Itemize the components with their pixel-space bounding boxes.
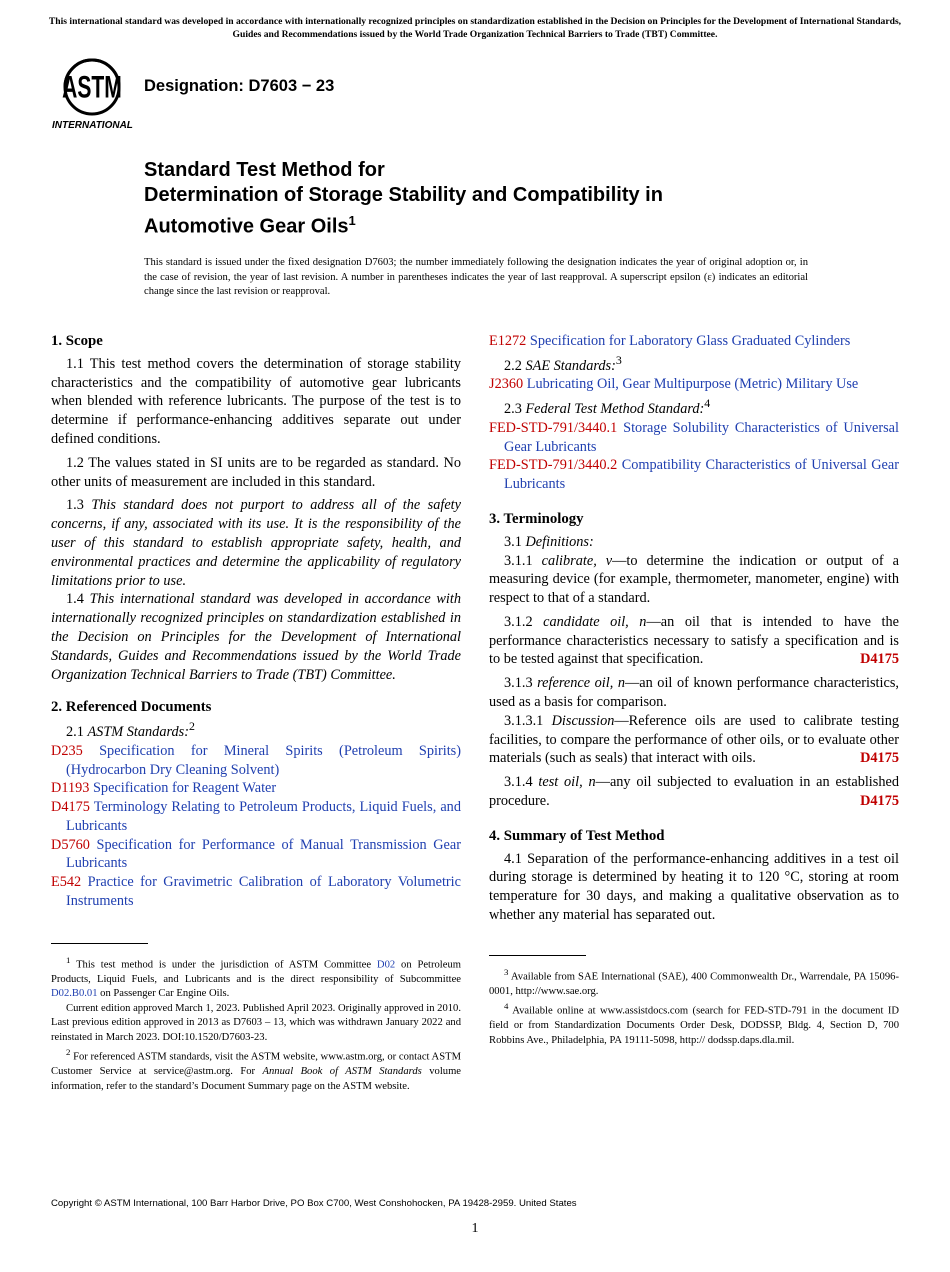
title-line-2: Determination of Storage Stability and Compatibility in [144,184,663,206]
term-calibrate-text: —to determine the indication or output of a measuring device (for example, thermometer, manometer, engine) with respect to that of a standard. [489,552,899,607]
footnotes-right [489,965,899,1049]
footnote-1-text-a: This test method is under the jurisdiction of ASTM Committee [76,959,372,971]
term-test-oil-source-link[interactable]: D4175 [860,793,899,810]
term-candidate-oil [489,613,899,669]
discussion-label: Discussion [551,712,615,729]
para-1-3-text: This standard does not purport to address all of the safety concerns, if any, associated with its use. It is the responsibility of the user of this standard to establish appropriate safety, health, and environmental practices and determine the applicability of regulatory limitations prior to use. [51,497,461,589]
reference-title-link[interactable]: Compatibility Characteristics of Universal Gear Lubricants [504,457,899,493]
discussion-source-link[interactable]: D4175 [860,750,899,767]
sae-standards-title: SAE Standards: [525,357,616,374]
definitions-number: 3.1 [504,533,522,550]
reference-item [51,873,461,911]
astm-reference-list-continued [489,332,899,351]
footnote-3-text: Available from SAE International (SAE), 400 Commonwealth Dr., Warrendale, PA 15096-0001, http://www.sae.org. [489,971,899,997]
reference-title-link[interactable]: Storage Solubility Characteristics of Universal Gear Lubricants [504,419,899,455]
reference-item [51,836,461,874]
para-1-2: 1.2 The values stated in SI units are to be regarded as standard. No other units of measurement are included in this standard. [51,454,461,490]
federal-standard-footnote-mark: 4 [704,396,711,411]
para-1-4-text: This international standard was developed in accordance with internationally recognized principles on standardization established in the Decision on Principles for the Development of International Standards, Guides and Recommendations issued by the World Trade Organization Technical Barriers to Trade (TBT) Committee. [51,591,462,683]
term-reference-oil-text: —an oil of known performance characteristics, used as a basis for comparison. [489,675,899,711]
term-candidate-oil-source-link[interactable]: D4175 [860,651,899,668]
reference-code-link[interactable]: D5760 [51,836,90,853]
logo-letters: ASTM [62,69,122,105]
right-column [489,332,899,1048]
federal-standard-number: 2.3 [504,400,522,417]
footnote-4 [489,999,899,1048]
footnote-2-italic: Annual Book of ASTM Standards [262,1066,422,1078]
term-reference-oil-name: reference oil, n [537,675,625,692]
document-title [144,158,844,240]
para-1-4-number: 1.4 [66,591,84,608]
reference-code-link[interactable]: FED-STD-791/3440.1 [489,419,618,436]
issuance-note: This standard is issued under the fixed designation D7603; the number immediately following the designation indicates the year of original adoption or, in the case of revision, the year of last revision. A number in parentheses indicates the year of last reapproval. A superscript epsilon (ε) indicates an editorial change since the last revision or reapproval. [144,257,808,297]
reference-title-link[interactable]: Specification for Mineral Spirits (Petroleum Spirits) (Hydrocarbon Dry Cleaning Solvent) [66,742,462,778]
reference-code-link[interactable]: D1193 [51,780,90,797]
para-1-4 [51,590,461,684]
reference-code-link[interactable]: D4175 [51,799,90,816]
footnote-1-edition: Current edition approved March 1, 2023. Published April 2023. Originally approved in 2010. Last previous edition approved in 2013 as D7603 – 13, which was withdrawn January 2022 and reinstated in March 2023. DOI:10.1520/D7603-23. [51,1002,461,1043]
definitions-title: Definitions: [525,533,594,550]
reference-code-link[interactable]: E542 [51,874,82,891]
reference-item [489,375,899,394]
footnote-2-text-b: volume information, refer to the standard’s Document Summary page on the ASTM website. [51,1066,462,1092]
astm-logo [52,55,134,131]
reference-item [51,742,461,780]
reference-code-link[interactable]: D235 [51,742,83,759]
term-reference-oil [489,674,899,712]
reference-item [489,419,899,457]
astm-standards-title: ASTM Standards: [87,723,189,740]
federal-standard-title: Federal Test Method Standard: [525,400,705,417]
footnote-2-mark: 2 [66,1047,71,1058]
footnote-2 [51,1045,461,1094]
footnote-3-mark: 3 [504,966,509,977]
reference-title-link[interactable]: Terminology Relating to Petroleum Products, Liquid Fuels, and Lubricants [66,799,461,834]
subcommittee-link[interactable]: D02.B0.01 [51,988,98,1000]
section-4-heading: 4. Summary of Test Method [489,827,665,844]
reference-item [51,798,461,836]
para-1-3 [51,496,461,590]
reference-title-link[interactable]: Practice for Gravimetric Calibration of Laboratory Volumetric Instruments [66,874,461,910]
term-reference-oil-number: 3.1.3 [504,675,533,692]
sae-standards-number: 2.2 [504,357,522,374]
section-1-heading: 1. Scope [51,333,103,349]
federal-standard-label [489,394,899,419]
term-calibrate-number: 3.1.1 [504,552,533,569]
copyright-line: Copyright © ASTM International, 100 Barr Harbor Drive, PO Box C700, West Conshohocken, PA 19428-2959. United States [51,1198,577,1209]
footnote-1-mark: 1 [66,954,71,965]
footnote-3 [489,965,899,1000]
title-footnote-mark: 1 [348,213,356,228]
footnote-1-text-b: on Petroleum Products, Liquid Fuels, and Lubricants and is the direct responsibility of Subcommittee [51,959,461,985]
astm-standards-footnote-mark: 2 [189,719,195,734]
reference-item [51,779,461,798]
section-2-heading: 2. Referenced Documents [51,699,212,716]
title-line-1: Standard Test Method for [144,159,385,181]
committee-d02-link[interactable]: D02 [376,959,396,971]
astm-reference-list [51,742,461,911]
reference-title-link[interactable]: Specification for Performance of Manual Transmission Gear Lubricants [66,836,462,872]
designation: Designation: D7603 − 23 [144,77,335,95]
footnote-1-text-c: on Passenger Car Engine Oils. [100,988,230,1000]
para-4-1: 4.1 Separation of the performance-enhancing additives in a test oil during storage is determined by heating it to 120 °C, storing at room temperature for 30 days, and making a qualitative observation as to whether any material has separated out. [489,850,899,924]
reference-code-link[interactable]: E1272 [489,333,527,349]
astm-standards-label [51,717,461,742]
reference-item [489,456,899,494]
sae-standards-label [489,351,899,376]
footnote-4-mark: 4 [504,1001,509,1012]
term-test-oil-name: test oil, n [538,774,596,791]
logo-international-text: INTERNATIONAL [52,120,133,131]
federal-reference-list [489,419,899,494]
discussion-number: 3.1.3.1 [504,712,544,729]
page-number: 1 [471,1221,479,1236]
footnote-rule [51,943,148,944]
discussion-text: —Reference oils are used to calibrate testing facilities, to compare the performance of other oils, or to evaluate other materials (such as seals) that interact with oils. [489,712,899,767]
section-3-heading: 3. Terminology [489,510,584,527]
reference-item [489,332,899,351]
footnote-rule-right [489,955,586,956]
term-reference-oil-discussion [489,712,899,768]
reference-title-link[interactable]: Specification for Reagent Water [92,780,277,797]
sae-standards-footnote-mark: 3 [615,352,622,367]
title-line-3: Automotive Gear Oils [144,215,349,238]
sae-reference-list [489,375,899,394]
term-candidate-oil-name: candidate oil, n [543,613,647,630]
para-1-1: 1.1 This test method covers the determination of storage stability characteristics and the compatibility of automotive gear lubricants when blended with reference lubricants. The purpose of the test is to determine if performance-enhancing additives separate out under defined conditions. [51,355,461,447]
left-column [51,332,461,1094]
term-candidate-oil-text: —an oil that is intended to have the performance characteristics necessary to satisfy a specification and is to be tested against that specification. [489,613,900,668]
term-test-oil-text: —any oil subjected to evaluation in an established procedure. [489,774,899,810]
reference-code-link[interactable]: FED-STD-791/3440.2 [489,457,618,474]
definitions-label [489,533,899,552]
term-test-oil-number: 3.1.4 [504,774,533,791]
term-calibrate-name: calibrate, v [541,552,613,569]
reference-code-link[interactable]: J2360 [489,376,524,393]
footnote-2-text-a: For referenced ASTM standards, visit the ASTM website, www.astm.org, or contact ASTM Customer Service at service@astm.org. For [51,1051,461,1078]
para-1-3-number: 1.3 [66,497,84,514]
reference-title-link[interactable]: Lubricating Oil, Gear Multipurpose (Metric) Military Use [526,376,859,393]
tbt-notice: This international standard was developed in accordance with internationally recognized principles on standardization established in the Decision on Principles for the Development of International Standards, Guides and Recommendations issued by the World Trade Organization Technical Barriers to Trade (TBT) Committee. [48,16,902,40]
astm-standards-number: 2.1 [66,723,84,740]
footnotes-left [51,953,461,1095]
term-calibrate [489,552,899,608]
term-test-oil [489,773,899,811]
reference-title-link[interactable]: Specification for Laboratory Glass Graduated Cylinders [529,333,851,349]
term-candidate-oil-number: 3.1.2 [504,613,533,630]
footnote-1 [51,953,461,1002]
footnote-4-text: Available online at www.assistdocs.com (search for FED-STD-791 in the document ID field or from Standardization Documents Order Desk, DODSSP, Bldg. 4, Section D, 700 Robbins Ave., Philadelphia, PA 19111-5098, http:// dodssp.daps.dla.mil. [489,1005,899,1046]
